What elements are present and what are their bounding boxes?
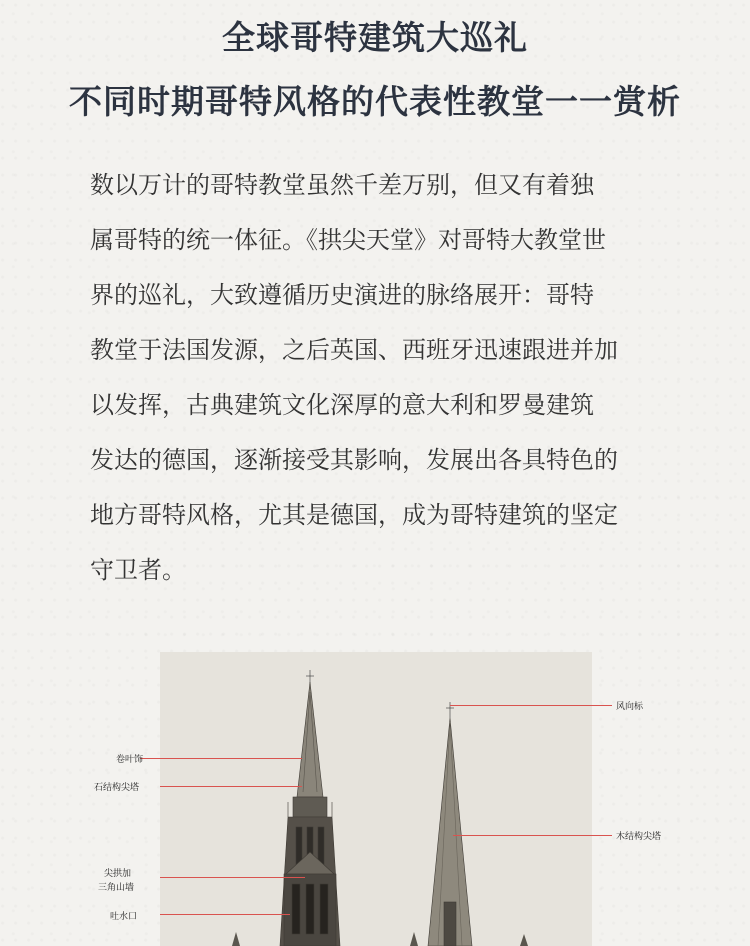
- page-title: 全球哥特建筑大巡礼: [222, 18, 528, 57]
- label-weathervane: 风向标: [616, 702, 644, 712]
- body-line: 地方哥特风格，尤其是德国，成为哥特建筑的坚定: [90, 501, 618, 529]
- spire-illustration: [160, 652, 592, 946]
- label-gargoyle: 吐水口: [110, 912, 138, 922]
- label-gable-1: 尖拱加: [104, 869, 132, 879]
- label-timber-spire: 木结构尖塔: [616, 832, 662, 842]
- page-subtitle: 不同时期哥特风格的代表性教堂一一赏析: [69, 82, 681, 121]
- label-stone-spire: 石结构尖塔: [94, 783, 140, 793]
- stone-spire-icon: [280, 670, 340, 946]
- gable-leader: [160, 877, 305, 878]
- weathervane-leader: [450, 705, 592, 706]
- stone-spire-leader: [160, 786, 302, 787]
- body-line: 属哥特的统一体征。《拱尖天堂》对哥特大教堂世: [90, 226, 606, 254]
- body-line: 守卫者。: [90, 556, 186, 584]
- timber-spire-leader-ext: [592, 835, 612, 836]
- body-line: 界的巡礼，大致遵循历史演进的脉络展开：哥特: [90, 281, 594, 309]
- body-line: 以发挥，古典建筑文化深厚的意大利和罗曼建筑: [90, 391, 594, 419]
- body-line: 教堂于法国发源，之后英国、西班牙迅速跟进并加: [90, 336, 618, 364]
- spire-drawing: [160, 652, 592, 946]
- body-line: 发达的德国，逐渐接受其影响，发展出各具特色的: [90, 446, 618, 474]
- gargoyle-leader: [160, 914, 290, 915]
- crocket-leader: [160, 758, 302, 759]
- timber-spire-icon: [428, 702, 472, 946]
- timber-spire-leader: [453, 835, 592, 836]
- body-paragraph: [90, 158, 670, 598]
- weathervane-leader-ext: [592, 705, 612, 706]
- label-crocket: 卷叶饰: [116, 755, 144, 765]
- label-gable-2: 三角山墙: [98, 883, 135, 893]
- body-line: 数以万计的哥特教堂虽然千差万别，但又有着独: [90, 171, 594, 199]
